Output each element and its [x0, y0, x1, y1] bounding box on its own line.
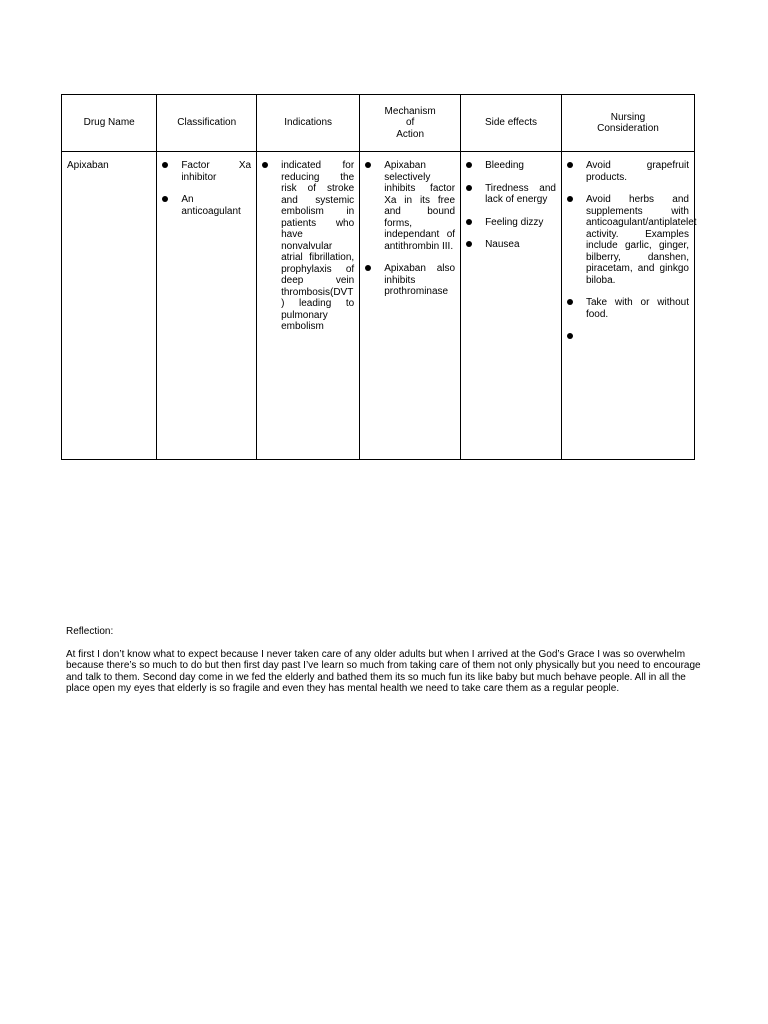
side-effect-item: [466, 239, 556, 251]
bullet-icon: [466, 185, 472, 191]
nursing-list: [567, 160, 697, 342]
cell-drug-name: [62, 152, 157, 460]
bullet-icon: [466, 241, 472, 247]
mechanism-item: [365, 160, 455, 252]
nursing-item-text: Take with or without food.: [585, 297, 689, 320]
cell-side-effects: [461, 152, 562, 460]
indication-item-text: indicated for reducing the risk of stroke and systemic embolism in patients who have nonvalvular atrial fibrillation, prophylaxis of deep vein thrombosis(DVT ) leading to pulmonary embolism: [281, 160, 355, 332]
cell-classification: [157, 152, 257, 460]
nursing-item: [567, 331, 689, 342]
side-effect-item: [466, 160, 556, 172]
indications-list: [262, 160, 354, 333]
side-effect-item-text: Bleeding: [485, 160, 524, 171]
table-header-row: [62, 95, 695, 152]
nursing-item: [567, 194, 697, 286]
side-effect-item-text: Tiredness and lack of energy: [485, 182, 556, 205]
classification-item: [162, 194, 251, 217]
table-row: [62, 152, 695, 460]
bullet-icon: [466, 162, 472, 168]
header-mechanism: Mechanism of Action: [360, 95, 461, 152]
nursing-item-text: Avoid herbs and supplements with anticoagulant/antiplatelet activity. Examples include garlic, ginger, bilberry, danshen, piracetam, and ginkgo biloba.: [585, 194, 697, 286]
mechanism-item: [365, 263, 455, 298]
header-classification: Classification: [157, 95, 257, 152]
side-effect-item: [466, 217, 556, 229]
bullet-icon: [567, 196, 573, 202]
drug-study-table: [61, 94, 695, 460]
cell-mechanism: [360, 152, 461, 460]
bullet-icon: [567, 333, 573, 339]
side-effects-list: [466, 160, 556, 251]
reflection-section: [66, 626, 702, 695]
classification-item: [162, 160, 251, 183]
mechanism-item-text: Apixaban also inhibits prothrominase: [384, 263, 456, 297]
cell-indications: [257, 152, 360, 460]
bullet-icon: [262, 162, 268, 168]
classification-list: [162, 160, 251, 217]
nursing-item-text: Avoid grapefruit products.: [585, 160, 689, 183]
classification-item-text: Factor Xa inhibitor: [181, 160, 252, 183]
indication-item: [262, 160, 354, 333]
bullet-icon: [567, 299, 573, 305]
side-effect-item-text: Feeling dizzy: [485, 216, 544, 228]
bullet-icon: [162, 162, 168, 168]
side-effect-item-text: Nausea: [485, 239, 520, 250]
drug-name: Apixaban: [67, 160, 109, 171]
header-nursing: Nursing Consideration: [561, 95, 694, 152]
bullet-icon: [365, 162, 371, 168]
bullet-icon: [567, 162, 573, 168]
header-side-effects: Side effects: [461, 95, 562, 152]
bullet-icon: [466, 219, 472, 225]
reflection-body: At first I don’t know what to expect because I never taken care of any older adults but when I arrived at the God’s Grace I was so overwhelm because there’s so much to do but then first day past I’ve learn so much from taking care of them not only physically but you need to encourage and talk to them. Second day come in we fed the elderly and bathed them its so much fun its like baby but much behave people. All in all the place open my eyes that elderly is so fragile and even they has mental health we need to take care them as a regular people.: [66, 648, 701, 694]
side-effect-item: [466, 183, 556, 206]
bullet-icon: [162, 196, 168, 202]
mechanism-list: [365, 160, 455, 298]
header-indications: Indications: [257, 95, 360, 152]
bullet-icon: [365, 265, 371, 271]
reflection-title: Reflection:: [66, 626, 114, 637]
nursing-item: [567, 297, 689, 320]
header-drug-name: Drug Name: [62, 95, 157, 152]
nursing-item: [567, 160, 689, 183]
mechanism-item-text: Apixaban selectively inhibits factor Xa in its free and bound forms, independant of antithrombin III.: [384, 160, 456, 252]
classification-item-text: An anticoagulant: [181, 194, 241, 217]
cell-nursing: [561, 152, 697, 460]
